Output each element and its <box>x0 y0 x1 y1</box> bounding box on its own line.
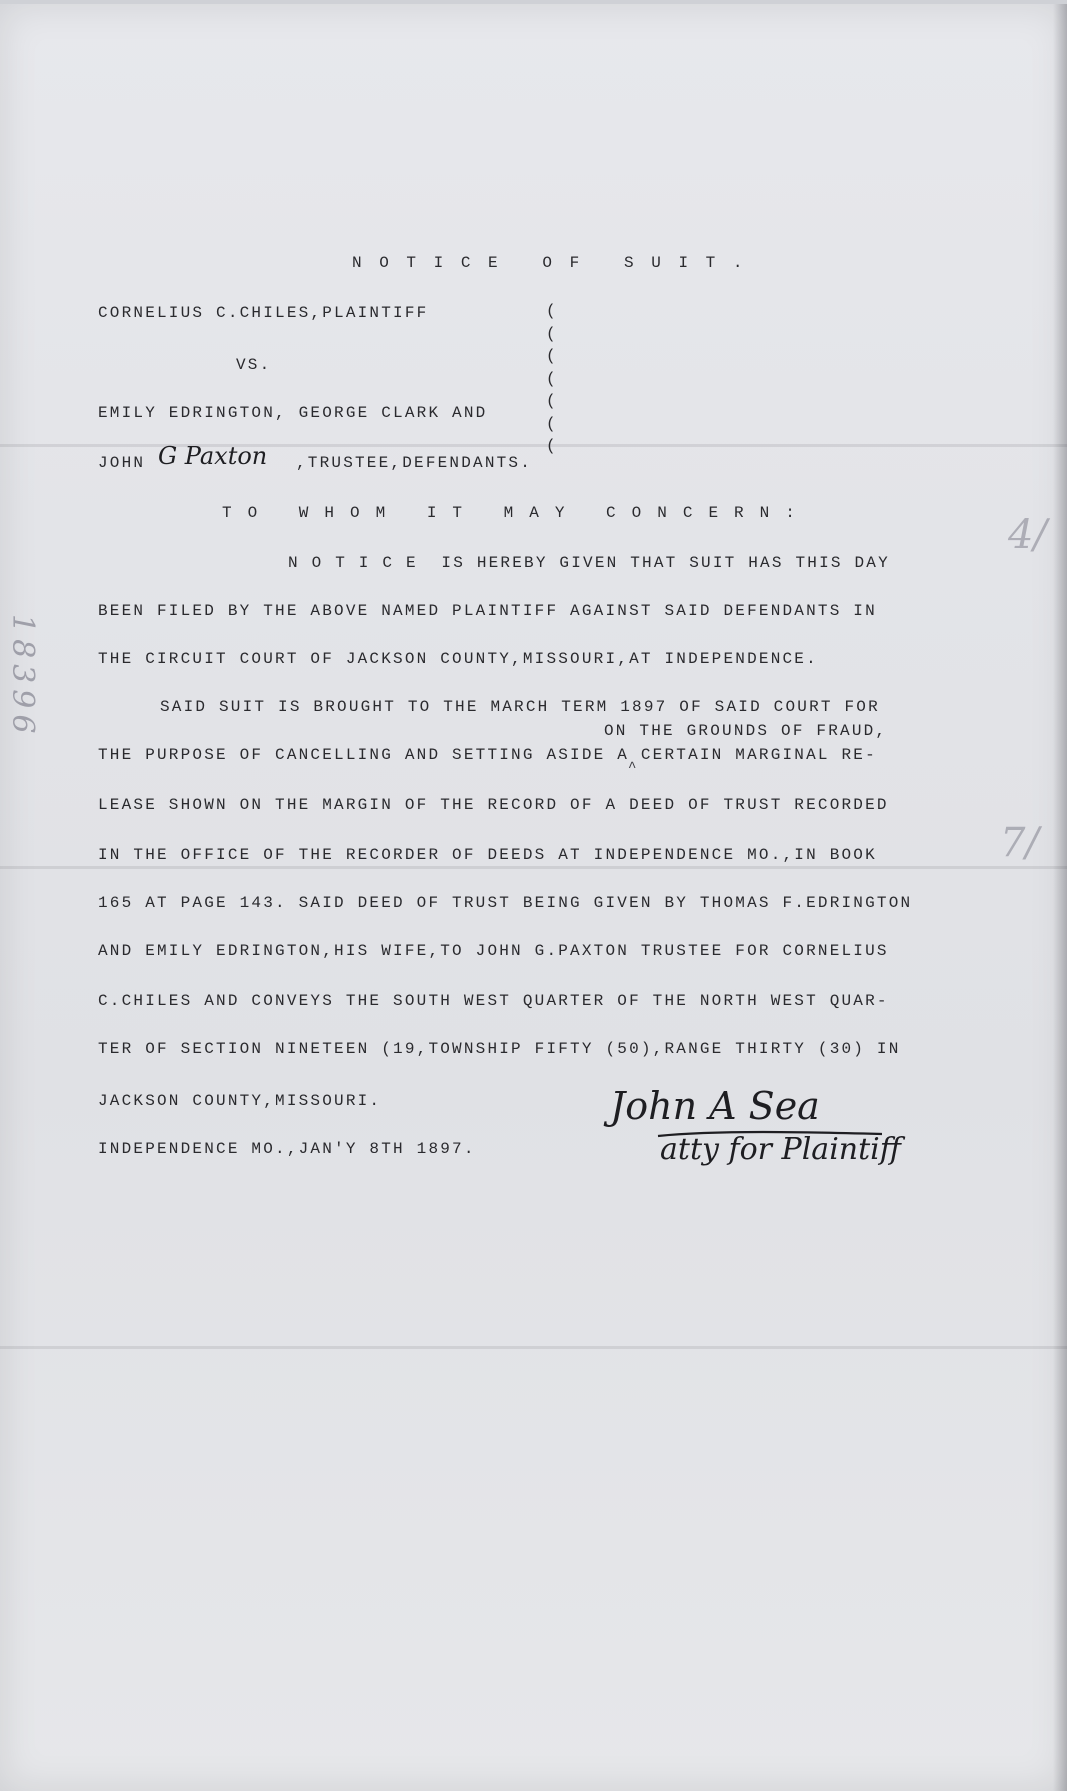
document-title: N O T I C E O F S U I T . <box>352 254 747 272</box>
paper-fold <box>0 1346 1067 1349</box>
body-line-1: N O T I C E IS HEREBY GIVEN THAT SUIT HAS THIS DAY <box>288 554 890 572</box>
insertion-caret: ^ <box>628 760 639 776</box>
handwritten-name: G Paxton <box>158 442 268 470</box>
paper-fold <box>0 866 1067 869</box>
body-line-8: 165 AT PAGE 143. SAID DEED OF TRUST BEING GIVEN BY THOMAS F.EDRINGTON <box>98 894 913 912</box>
body-line-7: IN THE OFFICE OF THE RECORDER OF DEEDS AT INDEPENDENCE MO.,IN BOOK <box>98 846 877 864</box>
body-line-12: JACKSON COUNTY,MISSOURI. <box>98 1092 382 1110</box>
body-line-2: BEEN FILED BY THE ABOVE NAMED PLAINTIFF AGAINST SAID DEFENDANTS IN <box>98 602 877 620</box>
defendants-line-2-suffix: ,TRUSTEE,DEFENDANTS. <box>296 454 533 472</box>
caption-brackets: ( ( ( ( ( ( ( <box>546 302 556 455</box>
body-line-10: C.CHILES AND CONVEYS THE SOUTH WEST QUARTER OF THE NORTH WEST QUAR- <box>98 992 889 1010</box>
defendants-line-2-prefix: JOHN <box>98 454 146 472</box>
signature-name: John A Sea <box>610 1084 820 1128</box>
plaintiff-line: CORNELIUS C.CHILES,PLAINTIFF <box>98 304 429 322</box>
body-line-9: AND EMILY EDRINGTON,HIS WIFE,TO JOHN G.PAXTON TRUSTEE FOR CORNELIUS <box>98 942 889 960</box>
document-sheet <box>0 4 1067 1791</box>
body-line-11: TER OF SECTION NINETEEN (19,TOWNSHIP FIFTY (50),RANGE THIRTY (30) IN <box>98 1040 901 1058</box>
body-line-6: LEASE SHOWN ON THE MARGIN OF THE RECORD OF A DEED OF TRUST RECORDED <box>98 796 889 814</box>
margin-note-right-top: 4/ <box>1008 512 1047 558</box>
body-insertion: ON THE GROUNDS OF FRAUD, <box>604 722 888 740</box>
body-line-4: SAID SUIT IS BROUGHT TO THE MARCH TERM 1897 OF SAID COURT FOR <box>160 698 880 716</box>
body-line-5: THE PURPOSE OF CANCELLING AND SETTING ASIDE A CERTAIN MARGINAL RE- <box>98 746 877 764</box>
margin-note-left: 18396 <box>5 614 40 740</box>
margin-note-right-mid: 7/ <box>1000 820 1039 866</box>
salutation: T O W H O M I T M A Y C O N C E R N : <box>222 504 799 522</box>
defendants-line-1: EMILY EDRINGTON, GEORGE CLARK AND <box>98 404 488 422</box>
signature-role: atty for Plaintiff <box>660 1132 902 1167</box>
dateline: INDEPENDENCE MO.,JAN'Y 8TH 1897. <box>98 1140 476 1158</box>
versus-label: VS. <box>236 356 272 374</box>
paper-edge-shadow <box>1053 4 1067 1791</box>
body-line-3: THE CIRCUIT COURT OF JACKSON COUNTY,MISSOURI,AT INDEPENDENCE. <box>98 650 818 668</box>
